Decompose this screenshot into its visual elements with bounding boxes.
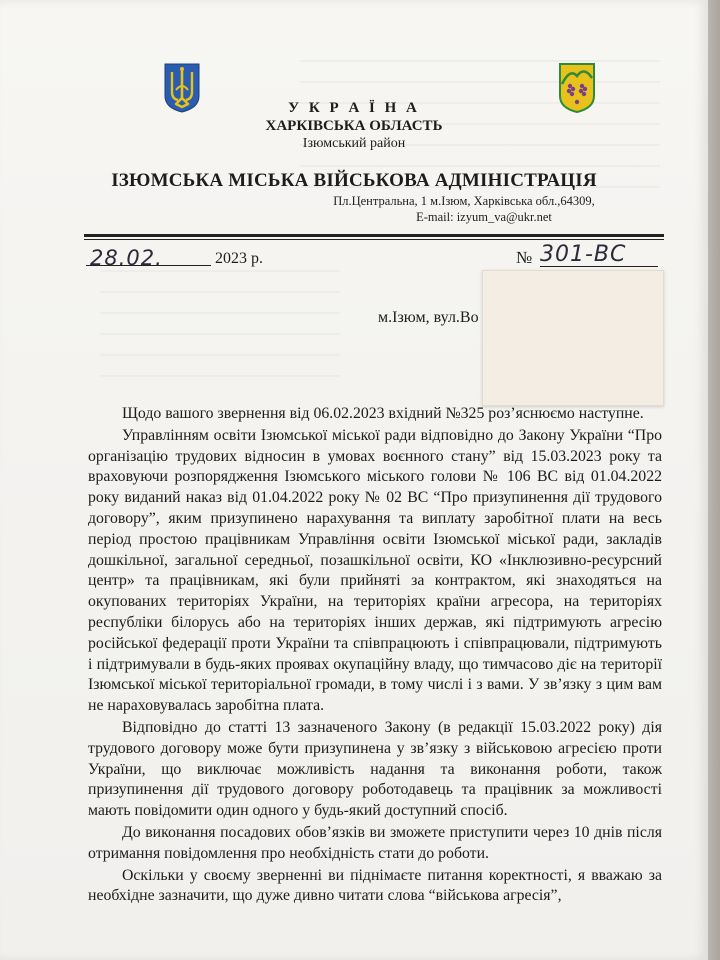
recipient-address: м.Ізюм, вул.Во [378, 309, 479, 326]
paragraph: Щодо вашого звернення від 06.02.2023 вхідний №325 роз’яснюємо наступне. [122, 405, 644, 422]
administration-address: Пл.Центральна, 1 м.Ізюм, Харківська обл.,64309, [333, 194, 595, 208]
paragraph: Оскільки у своєму зверненні ви піднімаєте питання коректності, я вважаю за необхідне зазначити, що дуже дивно читати слова “військова агресія”, [88, 866, 662, 905]
date-underline [86, 265, 211, 266]
paragraph: Відповідно до статті 13 зазначеного Закону (в редакції 15.03.2022 року) дія трудового договору може бути призупинена у зв’язку з військовою агресією проти України, що виключає можливість надання та виконання роботи, також призупинення дії трудового договору роботодавець та працівник за можливості мають повідомити один одного у будь-який доступний спосіб. [88, 718, 662, 820]
number-underline [540, 266, 658, 267]
date-year: 2023 р. [215, 250, 263, 267]
header-rule-thin [84, 239, 664, 240]
number-label: № [516, 248, 533, 267]
oblast-heading: ХАРКІВСЬКА ОБЛАСТЬ [265, 118, 443, 134]
background-edge [706, 0, 720, 960]
administration-email: E-mail: izyum_va@ukr.net [416, 210, 552, 224]
letter-body [88, 404, 662, 908]
country-heading: У К Р А Ї Н А [288, 100, 420, 116]
rayon-heading: Ізюмський район [302, 136, 406, 151]
header-rule-thick [84, 234, 664, 237]
redaction-sticker [482, 270, 664, 406]
paragraph: Управлінням освіти Ізюмської міської ради відповідно до Закону України “Про організацію трудових відносин в умовах воєнного стану” від 15.03.2023 року та враховуючи розпорядження Ізюмського міського голови № 106 ВС від 01.04.2022 року виданий наказ від 01.04.2022 року № 02 ВС “Про призупинення дії трудового договору”, яким призупинено нарахування та виплату заробітної плати на весь період простою працівникам Управління освіти Ізюмської міської ради, закладів дошкільної, загальної середньої, позашкільної освіти, КО «Інклюзивно-ресурсний центр» та працівникам, які були прийняті за контрактом, які знаходяться на окупованих територіях України, на територіях країни агресора, на територіях республіки білорусь або на територіях інших держав, які підтримують агресію російської федерації проти України та співпрацюють і співпрацювали, підтримують і підтримували в будь-яких проявах окупаційну владу, що тимчасово діє на території Ізюмської міської територіальної громади, в тому числі і з вами. У зв’язку з цим вам не нараховувалась заробітна плата. [88, 426, 662, 715]
show-through-texture [100, 270, 340, 390]
handwritten-number: 301-ВС [540, 242, 627, 267]
paragraph: До виконання посадових обов’язків ви зможете приступити через 10 днів після отримання повідомлення про необхідність стати до роботи. [88, 823, 662, 862]
administration-title: ІЗЮМСЬКА МІСЬКА ВІЙСЬКОВА АДМІНІСТРАЦІЯ [111, 170, 597, 191]
handwritten-date: 28.02. [90, 246, 163, 270]
